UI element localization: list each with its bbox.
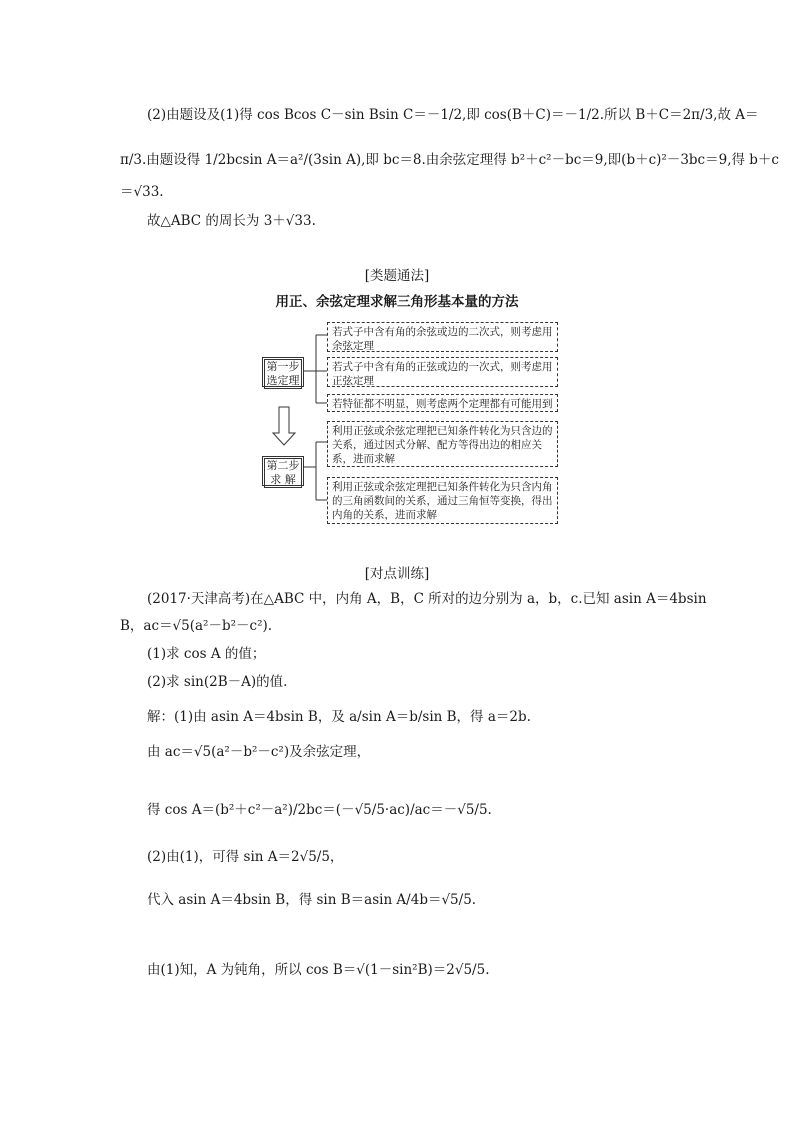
step2-box-sides: 利用正弦或余弦定理把已知条件转化为只含边的关系，通过因式分解、配方等得出边的相应关系，进而求解 [327,421,558,467]
step1-label-bottom: 选定理 [266,374,300,387]
step2-label-top: 第二步 [266,459,300,472]
step2-label-bottom: 求 解 [270,473,296,486]
solution-line3: 得 cos A＝(b²＋c²－a²)/2bc＝(－√5/5·ac)/ac＝－√5/5. [147,802,492,818]
step1-box-sine: 若式子中含有角的正弦或边的一次式，则考虑用正弦定理 [327,357,558,387]
section-header-practice: [对点训练] [364,566,430,582]
section-header-method: [类题通法] [364,268,430,284]
step1-box-cosine: 若式子中含有角的余弦或边的二次式，则考虑用余弦定理 [327,322,558,352]
problem-line2: B，ac＝√5(a²－b²－c²). [120,618,273,634]
solution-line6: 由(1)知，A 为钝角，所以 cos B＝√(1－sin²B)＝2√5/5. [147,962,490,978]
step2-label [262,456,304,486]
section-title-method: 用正、余弦定理求解三角形基本量的方法 [275,294,519,310]
step1-label-top: 第一步 [266,360,300,373]
step2-box-angles: 利用正弦或余弦定理把已知条件转化为只含内角的三角函数间的关系，通过三角恒等变换，得出内角的关系，进而求解 [327,477,558,524]
part2-line3: ＝√33. [120,184,164,200]
solution-line1: 解：(1)由 asin A＝4bsin B，及 a/sin A＝b/sin B，得 a＝2b. [147,709,531,725]
part2-line4: 故△ABC 的周长为 3＋√33. [147,213,316,229]
part2-line2: π/3.由题设得 1/2bcsin A＝a²/(3sin A),即 bc＝8.由余弦定理得 b²＋c²－bc＝9,即(b＋c)²－3bc＝9,得 b＋c [120,152,779,168]
solution-line5: 代入 asin A＝4bsin B，得 sin B＝asin A/4b＝√5/5. [147,892,477,908]
problem-line1: (2017·天津高考)在△ABC 中，内角 A，B，C 所对的边分别为 a，b，c.已知 asin A＝4bsin [147,591,707,607]
question-2: (2)求 sin(2B－A)的值. [147,674,288,690]
part2-line1: (2)由题设及(1)得 cos Bcos C－sin Bsin C＝－1/2,即 cos(B＋C)＝－1/2.所以 B＋C＝2π/3,故 A＝ [147,107,759,123]
question-1: (1)求 cos A 的值； [147,646,266,662]
solution-line4: (2)由(1)，可得 sin A＝2√5/5， [147,849,344,865]
step1-label [262,357,304,387]
step1-box-both: 若特征都不明显，则考虑两个定理都有可能用到 [327,394,558,412]
solution-line2: 由 ac＝√5(a²－b²－c²)及余弦定理， [147,744,371,760]
